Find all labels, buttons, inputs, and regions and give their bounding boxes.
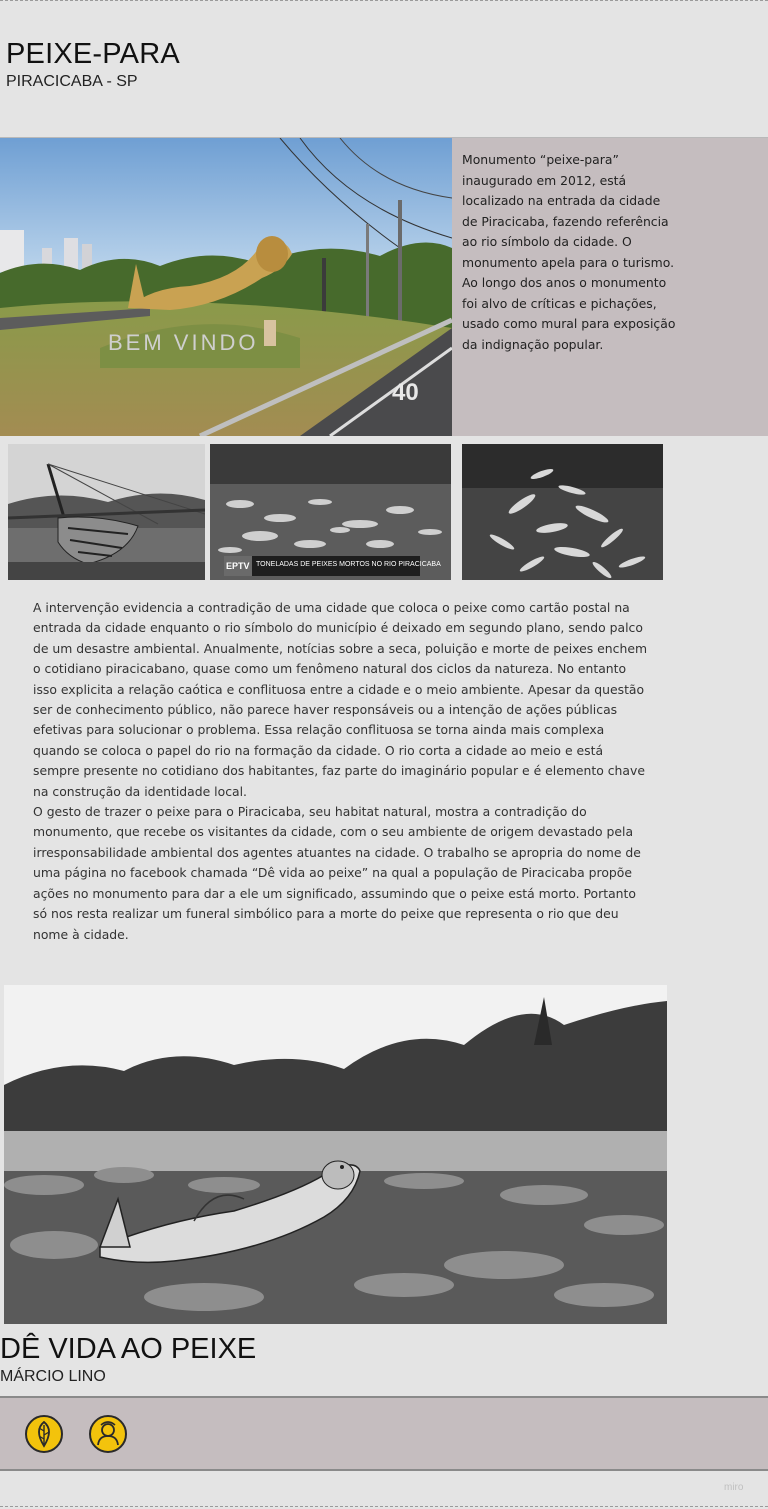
road-marking: 40 (392, 379, 419, 406)
miro-watermark: miro (724, 1482, 744, 1493)
top-dashed-border (0, 0, 768, 1)
dead-fish-news-photo (210, 444, 451, 580)
page-subtitle: PIRACICABA - SP (6, 73, 138, 90)
bottom-dashed-border (0, 1506, 768, 1507)
essay-text (33, 598, 653, 945)
news-headline: TONELADAS DE PEIXES MORTOS NO RIO PIRACICABA (256, 561, 441, 568)
essay-paragraph-1: A intervenção evidencia a contradição de uma cidade que coloca o peixe como cartão postal na entrada da cidade enquanto o rio símbolo do município é deixado em segundo plano, sendo palco de um desastre ambiental. Anualmente, notícias sobre a seca, poluição e morte de peixes enchem o cotidiano piracicabano, quase como um fenômeno natural dos ciclos da natureza. No entanto isso explicita a relação caótica e conflituosa entre a cidade e o meio ambiente. Apesar da questão ser de conhecimento público, não parece haver responsáveis ou a intenção de ações públicas efetivas para solucionar o problema. Essa relação conflituosa se torna ainda mais complexa quando se coloca o papel do rio na formação da cidade. O rio corta a cidade ao meio e está sempre presente no cotidiano dos habitantes, faz parte do imaginário popular e é elemento chave na construção da identidade local. (33, 600, 648, 799)
fish-on-riverbank-photo (4, 985, 667, 1324)
monument-caption: Monumento “peixe-para” inaugurado em 2012, está localizado na entrada da cidade de Piracicaba, fazendo referência ao rio símbolo da cidade. O monumento apela para o turismo. Ao longo dos anos o monumento foi alvo de críticas e pichações, usado como mural para exposição da indignação popular. (462, 152, 676, 352)
essay-paragraph-2: O gesto de trazer o peixe para o Piracicaba, seu habitat natural, mostra a contradição do monumento, que recebe os visitantes da cidade, com o seu ambiente de origem devastado pela irresponsabilidade ambiental dos agentes atuantes na cidade. O trabalho se apropria do nome de uma página no facebook chamada “Dê vida ao peixe” na qual a população de Piracicaba propõe ações no monumento para dar a ele um significado, assumindo que o peixe está morto. Portanto só nos resta realizar um funeral simbólico para a morte do peixe que representa o rio que deu nome à cidade. (33, 804, 641, 942)
leaf-icon[interactable] (25, 1415, 63, 1453)
monument-photo (0, 138, 452, 436)
page-title: PEIXE-PARA (6, 38, 180, 70)
dead-fish-pile-photo (462, 444, 663, 580)
news-channel-logo: EPTV (226, 561, 250, 571)
bridge-collage-photo (8, 444, 205, 580)
person-icon[interactable] (89, 1415, 127, 1453)
work-title: DÊ VIDA AO PEIXE (0, 1333, 257, 1365)
author-name: MÁRCIO LINO (0, 1368, 106, 1385)
welcome-sign: BEM VINDO (108, 330, 259, 355)
